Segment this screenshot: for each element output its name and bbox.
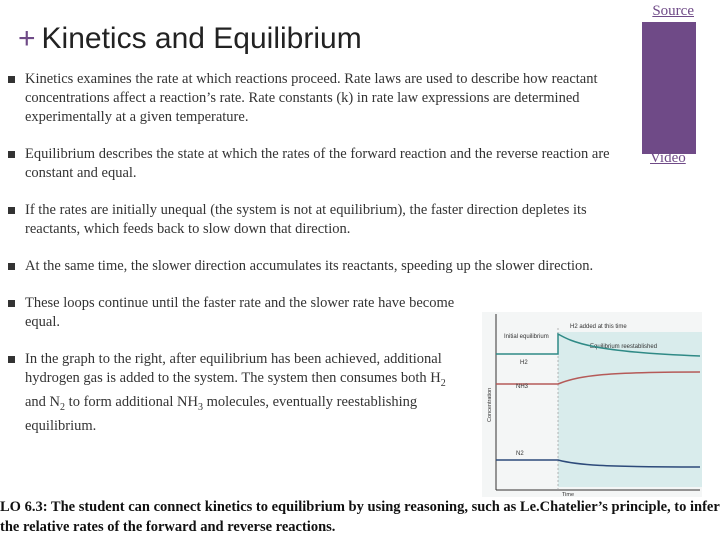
h2-added-label: H2 added at this time <box>570 324 627 330</box>
initial-equilibrium-label: Initial equilibrium <box>504 334 549 340</box>
learning-objective-text: LO 6.3: The student can connect kinetics to equilibrium by using reasoning, such as Le.Chatelier’s principle, to infer the relative rates of the forward and reverse reactions. <box>0 499 720 535</box>
accent-bar <box>642 22 696 154</box>
bullet-item: Equilibrium describes the state at which the rates of the forward reaction and the reverse reaction are constant and equal. <box>8 145 625 183</box>
title-plus-icon: + <box>18 22 36 55</box>
video-link[interactable]: Video <box>650 150 686 166</box>
bullet-item: These loops continue until the faster rate and the slower rate have become equal. <box>8 294 475 332</box>
x-axis-label: Time <box>562 492 575 497</box>
h2-series-label: H2 <box>520 360 528 366</box>
bullet-item: At the same time, the slower direction accumulates its reactants, speeding up the slower direction. <box>8 257 625 276</box>
bullet-item-graph-description: In the graph to the right, after equilibrium has been achieved, additional hydrogen gas is added to the system. The system then consumes both $H_2$ and $N_2$ to form additional $NH_3$ molecules, eventually reestablishing equilibrium. <box>8 350 470 436</box>
bullet-item: Kinetics examines the rate at which reactions proceed. Rate laws are used to describe how reactant concentrations affect a reaction’s rate. Rate constants (k) in rate law expressions are determined experimentally at a given temperature. <box>8 70 644 127</box>
nh3-series-label: NH3 <box>516 384 529 390</box>
slide-title <box>18 22 362 56</box>
n2-series-label: N2 <box>516 451 524 457</box>
learning-objective <box>0 497 720 537</box>
y-axis-label: Concentration <box>487 387 493 422</box>
equilibrium-reestablished-label: Equilibrium reestablished <box>590 344 658 350</box>
concentration-time-graph <box>482 312 702 497</box>
title-text: Kinetics and Equilibrium <box>41 22 362 55</box>
bullet-item: If the rates are initially unequal (the system is not at equilibrium), the faster direction depletes its reactants, which feeds back to slow down that direction. <box>8 201 625 239</box>
source-link[interactable]: Source <box>652 3 694 19</box>
